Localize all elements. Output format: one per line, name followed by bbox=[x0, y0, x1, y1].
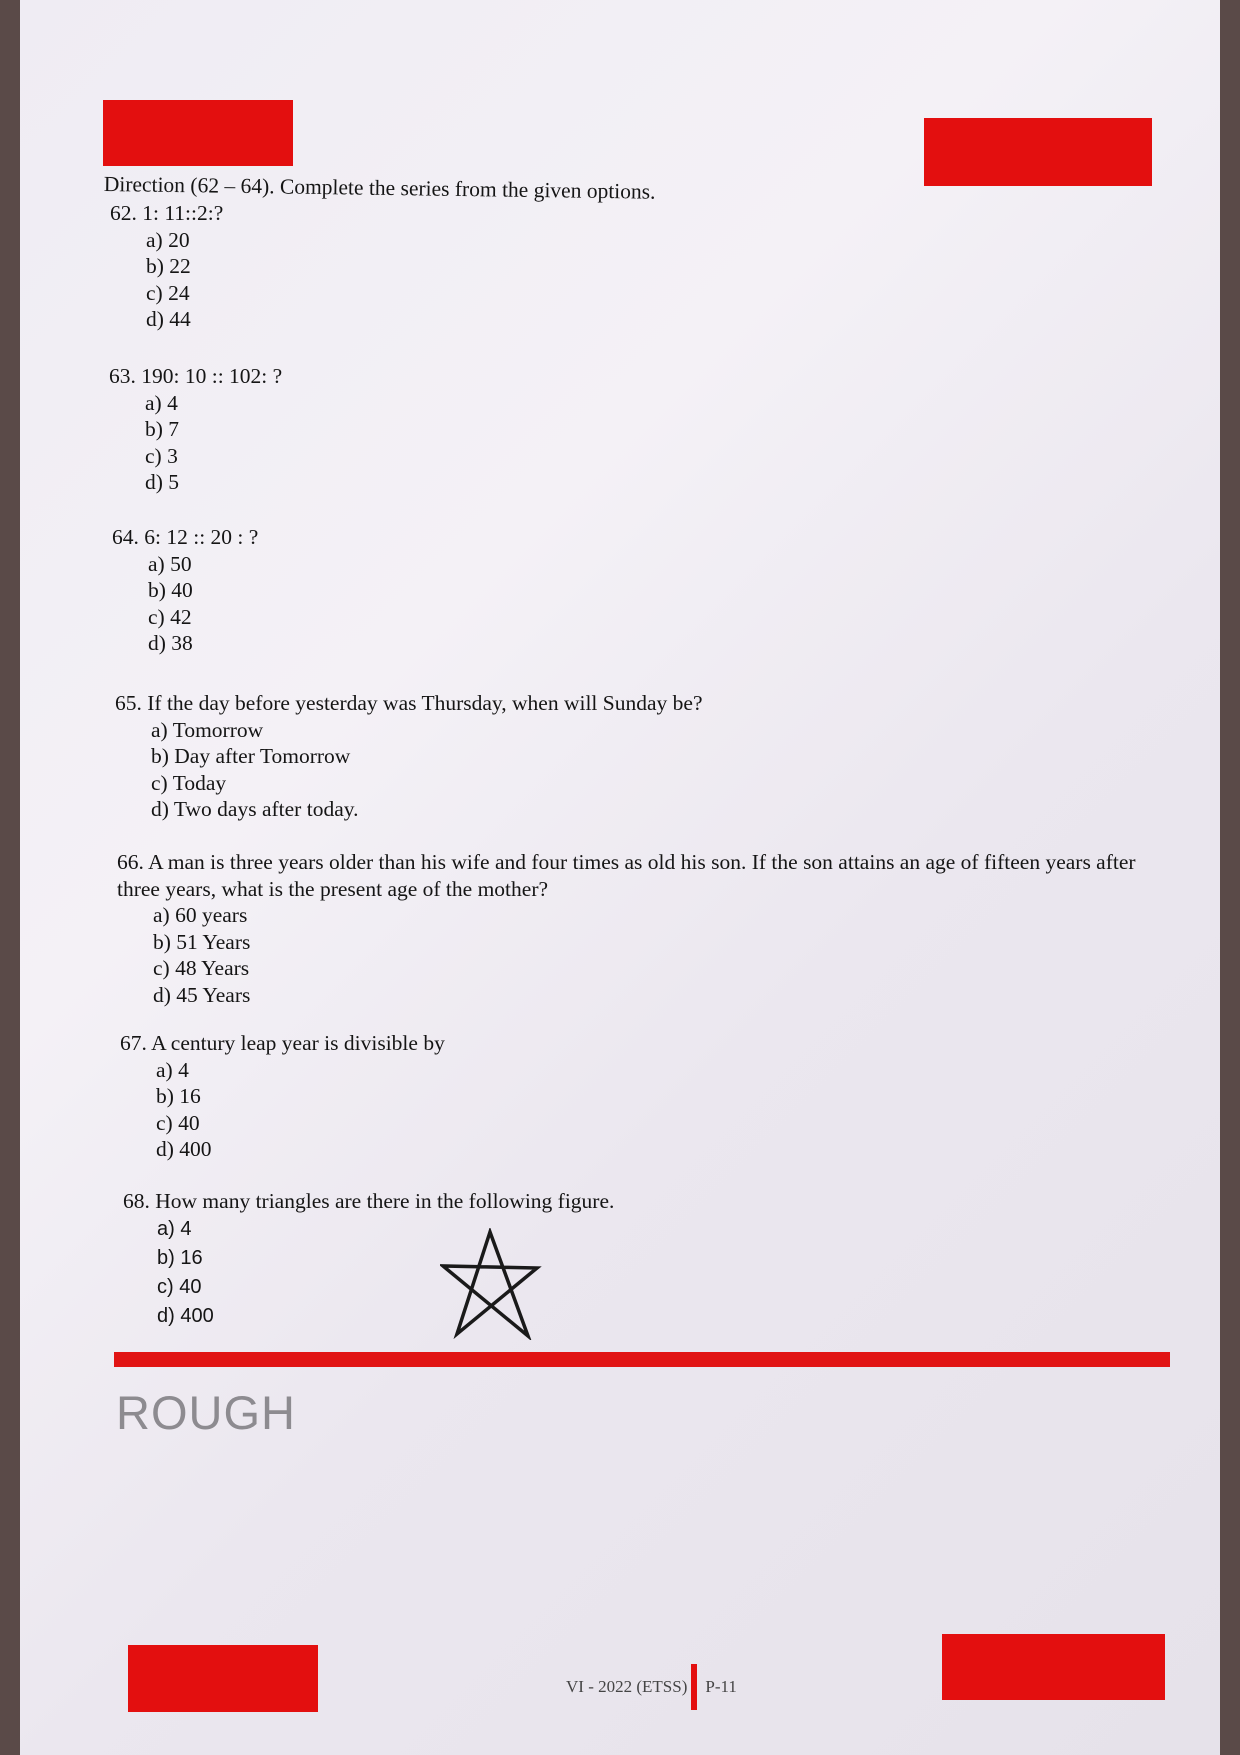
option-a: a) Tomorrow bbox=[151, 717, 264, 742]
option-a: a) 4 bbox=[156, 1057, 189, 1082]
redaction-block-top-right bbox=[924, 118, 1152, 186]
option-d: d) 400 bbox=[157, 1304, 214, 1327]
option-c: c) 40 bbox=[157, 1275, 202, 1298]
option-list bbox=[151, 717, 703, 823]
question-stem: 68. How many triangles are there in the following figure. bbox=[123, 1189, 615, 1213]
option-d: d) 38 bbox=[148, 631, 193, 655]
rough-work-label: ROUGH bbox=[116, 1386, 296, 1439]
question-64 bbox=[112, 524, 258, 657]
question-62 bbox=[110, 200, 223, 333]
question-67 bbox=[120, 1030, 445, 1163]
option-d: d) 400 bbox=[156, 1137, 212, 1161]
option-b: b) 51 Years bbox=[153, 929, 251, 954]
pentagram-star-figure bbox=[440, 1228, 544, 1340]
option-d: d) 5 bbox=[145, 470, 180, 494]
option-b: b) 16 bbox=[156, 1084, 201, 1108]
option-list bbox=[146, 227, 223, 333]
red-divider-line bbox=[114, 1352, 1170, 1367]
question-65 bbox=[115, 690, 703, 823]
page-number: P-11 bbox=[705, 1677, 737, 1696]
question-stem: 62. 1: 11::2:? bbox=[110, 201, 224, 225]
option-c: c) 48 Years bbox=[153, 956, 250, 980]
option-b: b) 16 bbox=[157, 1246, 203, 1269]
option-a: a) 50 bbox=[148, 551, 192, 576]
option-list bbox=[145, 390, 282, 496]
direction-text: Direction (62 – 64). Complete the series from the given options. bbox=[103, 172, 656, 204]
exam-page bbox=[20, 0, 1220, 1755]
option-a: a) 60 years bbox=[153, 903, 248, 927]
option-d: d) Two days after today. bbox=[151, 797, 359, 821]
page-footer bbox=[566, 1664, 737, 1710]
option-b: b) 7 bbox=[145, 417, 180, 441]
option-c: c) Today bbox=[151, 770, 227, 795]
option-c: c) 3 bbox=[145, 443, 178, 468]
exam-code: VI - 2022 (ETSS) bbox=[566, 1677, 688, 1696]
redaction-block-top-left bbox=[103, 100, 293, 166]
option-b: b) Day after Tomorrow bbox=[151, 744, 351, 768]
redaction-block-bottom-left bbox=[128, 1645, 318, 1712]
option-a: a) 4 bbox=[157, 1217, 192, 1240]
option-c: c) 40 bbox=[156, 1110, 200, 1135]
option-a: a) 4 bbox=[145, 390, 178, 415]
question-63 bbox=[109, 363, 282, 496]
option-c: c) 42 bbox=[148, 604, 192, 629]
option-list bbox=[156, 1057, 445, 1163]
option-d: d) 45 Years bbox=[153, 982, 251, 1007]
question-stem: 63. 190: 10 :: 102: ? bbox=[109, 364, 283, 388]
option-b: b) 22 bbox=[146, 254, 191, 278]
question-stem: 65. If the day before yesterday was Thursday, when will Sunday be? bbox=[115, 691, 703, 715]
option-a: a) 20 bbox=[146, 227, 190, 252]
question-stem: 64. 6: 12 :: 20 : ? bbox=[112, 525, 259, 549]
option-b: b) 40 bbox=[148, 578, 193, 602]
question-stem: 66. A man is three years older than his wife and four times as old his son. If the son attains an age of fifteen years after three years, what is the present age of the mother? bbox=[117, 850, 1136, 901]
redaction-block-bottom-right bbox=[942, 1634, 1165, 1700]
question-66 bbox=[117, 849, 1137, 1008]
option-list bbox=[148, 551, 258, 657]
footer-red-bar bbox=[691, 1664, 697, 1710]
option-c: c) 24 bbox=[146, 280, 190, 305]
option-list bbox=[157, 1215, 614, 1331]
option-d: d) 44 bbox=[146, 307, 191, 331]
question-stem: 67. A century leap year is divisible by bbox=[120, 1031, 445, 1055]
option-list bbox=[153, 902, 1137, 1008]
